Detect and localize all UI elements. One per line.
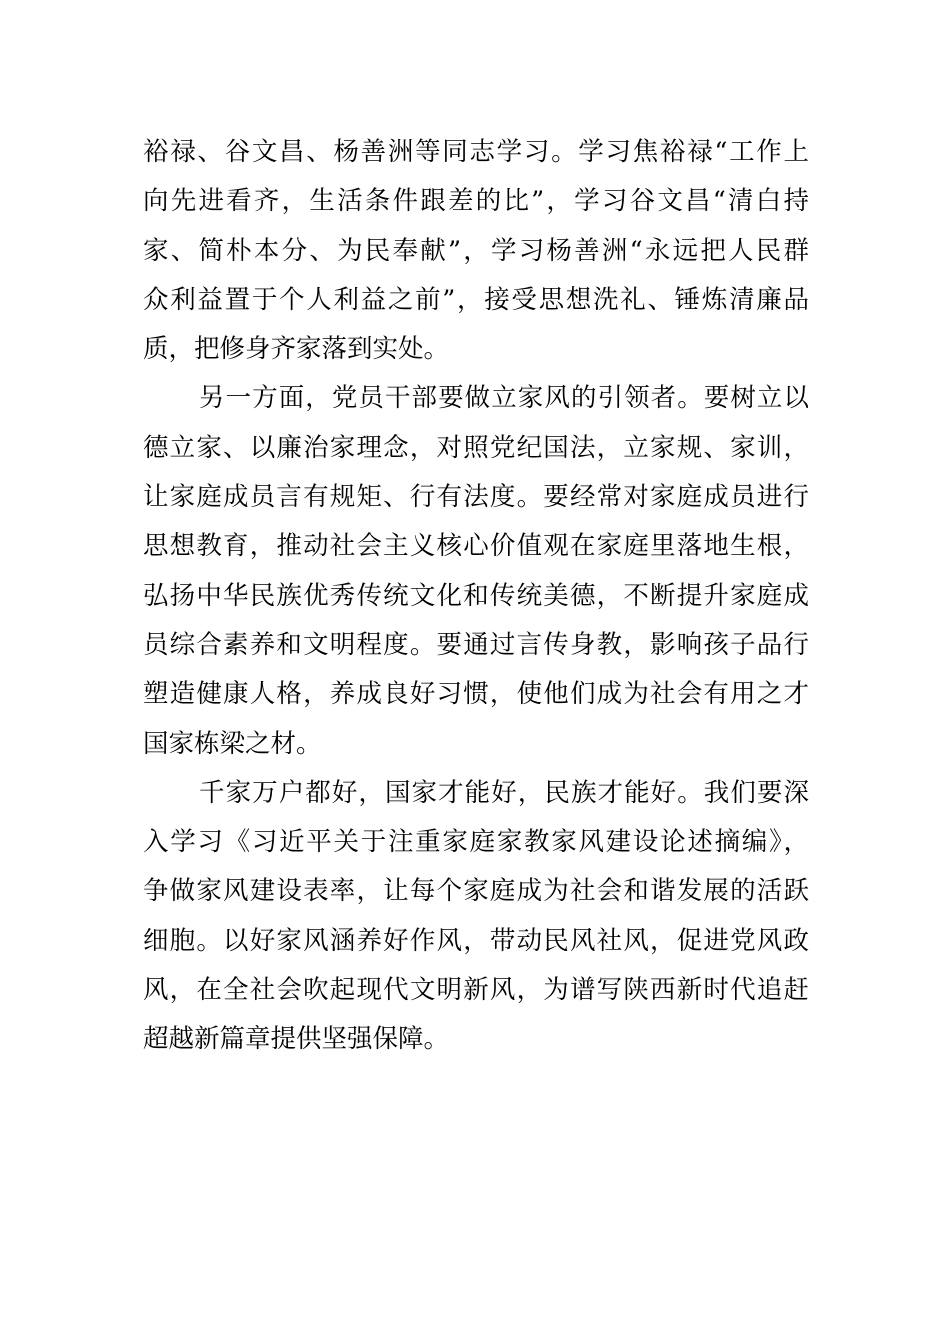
text-line: 德立家、以廉治家理念，对照党纪国法，立家规、家训， [143, 432, 809, 463]
document-body [143, 128, 809, 1065]
text-line: 超越新篇章提供坚强保障。 [143, 1024, 450, 1055]
text-line: 细胞。以好家风涵养好作风，带动民风社风，促进党风政 [143, 925, 809, 956]
text-line: 向先进看齐，生活条件跟差的比”，学习谷文昌“清白持 [143, 186, 809, 217]
text-line: 思想教育，推动社会主义核心价值观在家庭里落地生根， [143, 531, 809, 562]
text-line: 塑造健康人格，养成良好习惯，使他们成为社会有用之才 [143, 679, 809, 710]
text-line: 另一方面，党员干部要做立家风的引领者。要树立以 [199, 383, 809, 414]
text-line: 千家万户都好，国家才能好，民族才能好。我们要深 [199, 777, 809, 808]
text-line: 员综合素养和文明程度。要通过言传身教，影响孩子品行 [143, 629, 809, 660]
text-line: 争做家风建设表率，让每个家庭成为社会和谐发展的活跃 [143, 876, 809, 907]
text-line: 众利益置于个人利益之前”，接受思想洗礼、锤炼清廉品 [143, 284, 809, 315]
text-line: 质，把修身齐家落到实处。 [143, 334, 450, 365]
text-line: 家、简朴本分、为民奉献”，学习杨善洲“永远把人民群 [143, 235, 809, 266]
text-line: 让家庭成员言有规矩、行有法度。要经常对家庭成员进行 [143, 482, 809, 513]
text-line: 国家栋梁之材。 [143, 728, 322, 759]
text-line: 弘扬中华民族优秀传统文化和传统美德，不断提升家庭成 [143, 580, 809, 611]
text-line: 风，在全社会吹起现代文明新风，为谱写陕西新时代追赶 [143, 975, 809, 1006]
text-line: 裕禄、谷文昌、杨善洲等同志学习。学习焦裕禄“工作上 [143, 137, 809, 167]
text-line: 入学习《习近平关于注重家庭家教家风建设论述摘编》， [143, 827, 809, 858]
paragraph-3 [143, 769, 809, 1065]
paragraph-2 [143, 374, 809, 768]
paragraph-1 [143, 128, 809, 374]
